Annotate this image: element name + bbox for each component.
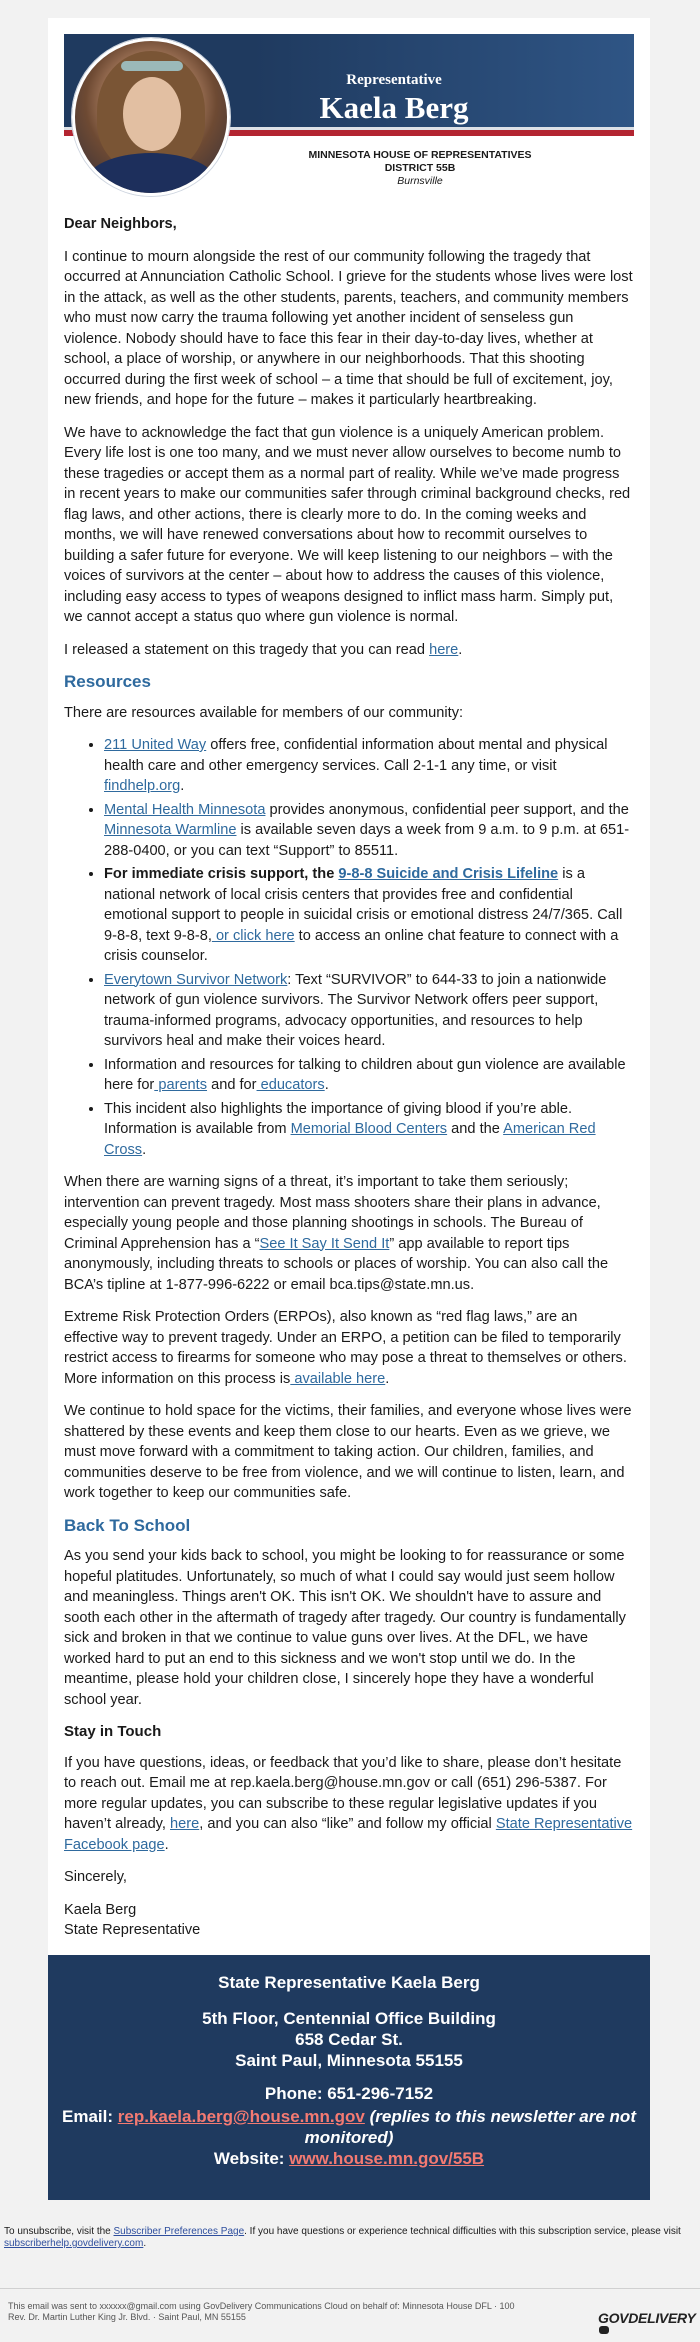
footer-website: Website: www.house.mn.gov/55B [213, 2149, 485, 2168]
mental-health-mn-link[interactable]: Mental Health Minnesota [104, 801, 266, 818]
avatar-shirt [85, 153, 217, 196]
list-item: • Everytown Survivor Network: Text “SURVIVOR” to 644-33 to join a nationwide network of gun violence survivors. The Survivor Network offers peer support, trauma-informed programs, advocacy opportunities, and resources to help survivors heal and make their voices heard. [104, 970, 634, 1052]
district: DISTRICT 55B [384, 162, 456, 174]
subscribe-link[interactable]: here [170, 1816, 200, 1832]
rep-label: Representative [346, 72, 442, 88]
signature-title: State Representative [64, 1922, 201, 1938]
stay-in-touch-heading: Stay in Touch [64, 1723, 162, 1740]
resources-intro: There are resources available for members of our community: [64, 704, 464, 721]
divider [0, 2288, 700, 2289]
red-cross-link[interactable]: American Red Cross [104, 1121, 596, 1158]
footer-website-link[interactable]: www.house.mn.gov/55B [289, 2149, 485, 2168]
unsubscribe-notice: To unsubscribe, visit the Subscriber Preferences Page. If you have questions or experience technical difficulties with this subscription service, please visit subscriberhelp.govdelivery.com. [4, 2226, 681, 2249]
warmline-link[interactable]: Minnesota Warmline [104, 822, 237, 838]
org-block [308, 149, 531, 188]
footer-phone: Phone: 651-296-7152 [264, 2084, 434, 2103]
paragraph-warning-signs: When there are warning signs of a threat, it’s important to take them seriously; intervention can prevent tragedy. Most mass shooters share their plans in advance, especially young people and those planning shootings in schools. The Bureau of Criminal Apprehension has a “See It Say It Send It” app available to report tips anonymously, including threats to schools or places of worship. You can also call the BCA’s tipline at 1-877-996-6222 or email bca.tips@state.mn.us. [64, 1174, 609, 1293]
paragraph-back-to-school: As you send your kids back to school, you might be looking to for reassurance or some hopeful platitudes. Unfortunately, so much of what I could say would just seem hollow and meaningless. Things aren't OK. This isn't OK. We shouldn't have to assure and sooth each other in the aftermath of tragedy after tragedy. Our country is fundamentally sick and broken in that we continue to value guns over lives. At the DFL, we have worked hard to put an end to this sickness and we won't stop until we do. In the meantime, please hold your children close, I sincerely hope they have a wonderful school year. [64, 1548, 626, 1708]
signature-name: Kaela Berg [64, 1901, 137, 1918]
list-item: • For immediate crisis support, the 9-8-8 Suicide and Crisis Lifeline is a national network of local crisis centers that provides free and confidential emotional support to people in suicidal crisis or emotional distress 24/7/365. Call 9-8-8, text 9-8-8, or click here to access an online chat feature to connect with a crisis counselor. [104, 864, 634, 967]
footer-email: Email: rep.kaela.berg@house.mn.gov (replies to this newsletter are not monitored) [62, 2107, 636, 2147]
list-item: • This incident also highlights the importance of giving blood if you’re able. Information is available from Memorial Blood Centers and the American Red Cross. [104, 1099, 634, 1161]
footer-title: State Representative Kaela Berg [218, 1973, 480, 1992]
org-name: MINNESOTA HOUSE OF REPRESENTATIVES [308, 149, 532, 161]
rep-name: Kaela Berg [319, 90, 469, 125]
contact-footer [48, 1955, 650, 2200]
greeting: Dear Neighbors, [64, 216, 177, 232]
subscriber-preferences-link[interactable]: Subscriber Preferences Page [113, 2226, 245, 2237]
paragraph-hold-space: We continue to hold space for the victims, their families, and everyone whose lives were shattered by these events and keep them close to our hearts. Even as we grieve, we must move forward with a commitment to taking action. Our children, families, and communities deserve to be free from violence, and we will continue to listen, learn, and work together to keep our communities safe. [64, 1403, 632, 1501]
memorial-blood-link[interactable]: Memorial Blood Centers [290, 1121, 448, 1137]
parents-link[interactable]: parents [154, 1077, 208, 1093]
newsletter-sheet [48, 18, 650, 2198]
avatar [72, 38, 230, 196]
avatar-sunglasses [121, 61, 183, 71]
list-item: • Mental Health Minnesota provides anonymous, confidential peer support, and the Minnesota Warmline is available seven days a week from 9 a.m. to 9 p.m. at 651-288-0400, or you can text “Support” to 85511. [104, 800, 634, 862]
lifeline-link[interactable]: 9-8-8 Suicide and Crisis Lifeline [338, 866, 559, 882]
findhelp-link[interactable]: findhelp.org [104, 778, 181, 794]
footer-email-link[interactable]: rep.kaela.berg@house.mn.gov [117, 2107, 365, 2126]
resources-list [64, 735, 634, 1160]
crisis-chat-link[interactable]: or click here [211, 927, 295, 944]
govdelivery-logo[interactable]: GOVDELIVERY [598, 2310, 700, 2342]
resources-heading: Resources [64, 672, 151, 691]
subscriber-help-link[interactable]: subscriberhelp.govdelivery.com [4, 2238, 144, 2249]
speech-bubble-icon [599, 2326, 609, 2334]
statement-link[interactable]: here [429, 641, 459, 658]
paragraph-statement: I released a statement on this tragedy that you can read here. [64, 641, 463, 658]
paragraph-mourn: I continue to mourn alongside the rest of our community following the tragedy that occurred at Annunciation Catholic School. I grieve for the students whose lives were lost in the attack, as well as the other students, parents, teachers, and community members who must now carry the trauma following yet another incident of senseless gun violence. Nobody should have to face this fear in their day-to-day lives, whether at school, a place of worship, or anywhere in our neighborhoods. That this shooting occurred during the first week of school – a time that should be full of excitement, joy, new friends, and hope for the future – makes it particularly heartbreaking. [64, 248, 633, 408]
footer-address: 5th Floor, Centennial Office Building 658 Cedar St. Saint Paul, Minnesota 55155 [202, 2009, 496, 2070]
closing: Sincerely, [64, 1869, 127, 1885]
letter-body [64, 214, 634, 1941]
list-item: • 211 United Way offers free, confidential information about mental and physical health care and other emergency services. Call 2-1-1 any time, or visit findhelp.org. [104, 735, 634, 797]
paragraph-erpo: Extreme Risk Protection Orders (ERPOs), also known as “red flag laws,” are an effective way to prevent tragedy. Under an ERPO, a petition can be filed to temporarily restrict access to firearms for someone who may pose a threat to themselves or others. More information on this process is available here. [64, 1309, 627, 1387]
avatar-face [123, 77, 181, 151]
erpo-link[interactable]: available here [290, 1370, 386, 1387]
back-to-school-heading: Back To School [64, 1515, 191, 1535]
paragraph-american-problem: We have to acknowledge the fact that gun violence is a uniquely American problem. Every life lost is one too many, and we must never allow ourselves to become numb to these tragedies or accept them as a normal part of reality. While we’ve made progress in recent years to make our communities safer through criminal background checks, red flag laws, and other actions, there is clearly more to do. In the coming weeks and months, we will have renewed conversations about how to recommit ourselves to building a safer future for everyone. We will keep listening to our neighbors – with the voices of survivors at the center – about how to address the causes of this violence, including easy access to types of weapons designed to inflict mass harm. Simply put, we cannot accept a status quo where gun violence is normal. [64, 424, 631, 625]
paragraph-contact: If you have questions, ideas, or feedback that you’d like to share, please don’t hesitate to reach out. Email me at rep.kaela.berg@house.mn.gov or call (651) 296-5387. For more regular updates, you can subscribe to these regular legislative updates if you haven’t already, here, and you can also “like” and follow my official State Representative Facebook page. [64, 1754, 633, 1853]
facebook-link[interactable]: State Representative Facebook page [64, 1816, 633, 1853]
list-item: • Information and resources for talking to children about gun violence are available here for parents and for educators. [104, 1055, 634, 1096]
city: Burnsville [397, 175, 443, 187]
everytown-link[interactable]: Everytown Survivor Network [104, 971, 288, 988]
sent-notice: This email was sent to xxxxxx@gmail.com using GovDelivery Communications Cloud on behalf of: Minnesota House DFL · 100 Rev. Dr. Martin Luther King Jr. Blvd. · Saint Paul, MN 55155 [8, 2301, 515, 2322]
educators-link[interactable]: educators [256, 1077, 325, 1093]
united-way-link[interactable]: 211 United Way [104, 737, 207, 753]
see-it-say-it-link[interactable]: See It Say It Send It [259, 1235, 390, 1252]
